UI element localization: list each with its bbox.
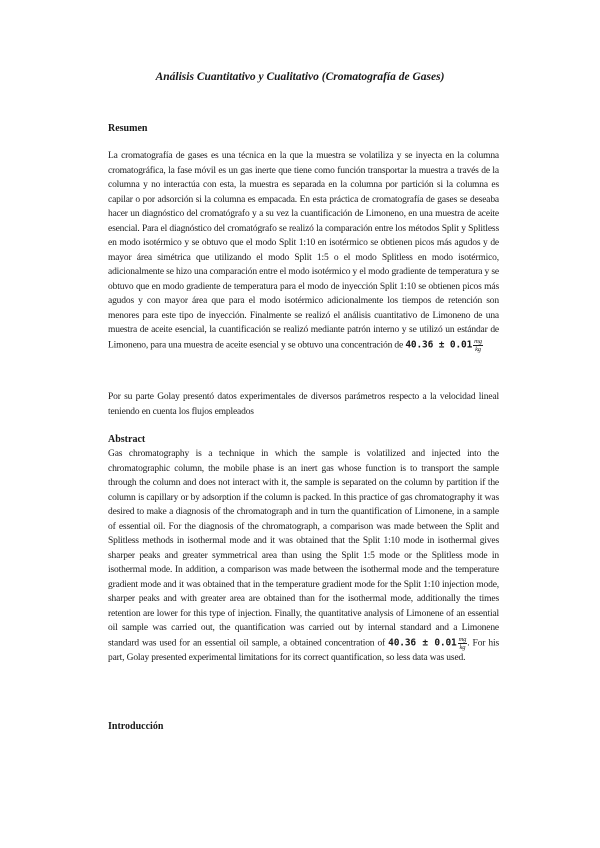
abstract-tail: . For his part, Golay presented experimental limitations for its correct quantification, so less data was used. bbox=[108, 638, 499, 663]
introduccion-heading: Introducción bbox=[108, 721, 164, 732]
abstract-unit-denominator: kg bbox=[459, 643, 466, 651]
abstract-paragraph bbox=[108, 447, 499, 665]
abstract-unit-fraction bbox=[458, 636, 468, 651]
resumen-unit-numerator: mg bbox=[474, 337, 482, 345]
resumen-paragraph bbox=[108, 149, 499, 353]
abstract-heading: Abstract bbox=[108, 434, 146, 445]
resumen-unit-fraction bbox=[473, 338, 483, 353]
resumen-unit-denominator: kg bbox=[475, 345, 481, 353]
paper-title: Análisis Cuantitativo y Cualitativo (Cromatografía de Gases) bbox=[155, 71, 445, 83]
resumen-concentration: 40.36 ± 0.01 bbox=[405, 339, 473, 351]
resumen-text: La cromatografía de gases es una técnica en la que la muestra se volatiliza y se inyecta en la columna cromatográfica, la fase móvil es un gas inerte que tiene como función transportar la muestra a través de la columna y no interactúa con esta, la muestra es separada en la columna por partición si la columna es capilar o por adsorción si la columna es empacada. En esta práctica de cromatografía de gases se deseaba hacer un diagnóstico del cromatógrafo y a su vez la cuantificación de Limoneno, en una muestra de aceite esencial. Para el diagnóstico del cromatógrafo se realizó la comparación entre los métodos Split y Splitless en modo isotérmico y se obtuvo que el modo Split 1:10 en isotérmico se obtienen picos más agudos y de mayor área simétrica que utilizando el modo Split 1:5 o el modo Splitless en modo isotérmico, adicionalmente se hizo una comparación entre el modo isotérmico y el modo gradiente de temperatura y se obtuvo que en modo gradiente de temperatura para el modo de inyección Split 1:10 se obtienen picos más agudos y con mayor área que para el modo isotérmico adicionalmente los tiempos de retención son menores para este tipo de inyección. Finalmente se realizó el análisis cuantitativo de Limoneno de una muestra de aceite esencial, la cuantificación se realizó mediante patrón interno y se utilizó un estándar de Limoneno, para una muestra de aceite esencial y se obtuvo una concentración de bbox=[108, 151, 499, 351]
abstract-unit-numerator: mg bbox=[458, 635, 467, 643]
abstract-text: Gas chromatography is a technique in which the sample is volatilized and injected into the chromatographic column, the mobile phase is an inert gas whose function is to transport the sample through the column and does not interact with it, the sample is separated on the column by partition if the column is capillary or by adsorption if the column is packed. In this practice of gas chromatography it was desired to make a diagnosis of the chromatograph and in turn the quantification of Limonene, in a sample of essential oil. For the diagnosis of the chromatograph, a comparison was made between the Split and Splitless methods in isothermal mode and it was obtained that the Split 1:10 mode in isothermal gives sharper peaks and greater symmetrical area than using the Split 1:5 mode or the Splitless mode in isothermal mode. In addition, a comparison was made between the isothermal mode and the temperature gradient mode and it was obtained that in the temperature gradient mode for the Split 1:10 injection mode, sharper peaks and with greater area are obtained than for the isothermal mode, additionally the times retention are lower for this type of injection. Finally, the quantitative analysis of Limonene of an essential oil sample was carried out, the quantification was carried out by internal standard and a Limonene standard was used for an essential oil sample, a obtained concentration of bbox=[108, 449, 499, 649]
resumen-heading: Resumen bbox=[108, 123, 148, 134]
resumen-paragraph-2: Por su parte Golay presentó datos experimentales de diversos parámetros respecto a la velocidad lineal teniendo en cuenta los flujos empleados bbox=[108, 392, 499, 417]
abstract-concentration: 40.36 ± 0.01 bbox=[388, 637, 457, 649]
